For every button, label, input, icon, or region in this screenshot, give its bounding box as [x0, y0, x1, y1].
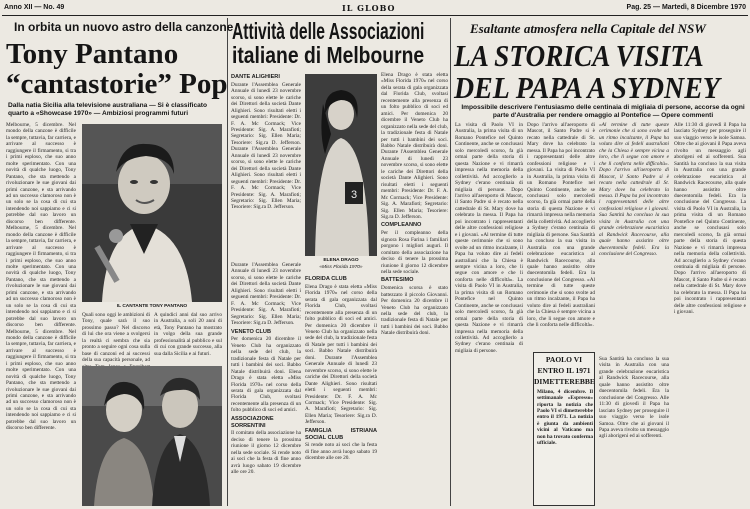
section-text: Durante l'Assemblea Generale Annuale di lunedì 23 novembre scorso, si sono elette le cariche dei Direttori della società Dante Alighieri. Sono risultati eletti i seguenti membri: Presidente: Dr. F. A. Mc Cormack; Vice Presidente: Sig. A. Marafioti; Segretario: Sig. Ellen Maria; Tesoriere: Sig.ra D. Jefferson.	[381, 149, 448, 220]
photo-tony-pantano	[82, 124, 222, 302]
section-text: Durante l'Assemblea Generale Annuale di lunedì 23 novembre scorso, si sono elette le cariche dei Direttori della società Dante Alighieri. Sono risultati eletti i seguenti membri: Presidente: Dr. F. A. Mc Cormack; Vice Presidente: Sig. A. Marafioti; Segretario: Sig. Ellen Maria; Tesoriere: Sig.ra D. Jefferson.	[305, 354, 377, 426]
section-text: Si rende noto ai soci che la festa di fine anno avrà luogo sabato 19 dicembre alle ore 20.	[231, 449, 301, 476]
section-text: Per domenica 20 dicembre il Veneto Club ha organizzato nella sede del club, la tradizionale festa di Natale per tutti i bambini dei soci. Babbo Natale distribuirà doni.	[381, 298, 448, 337]
section-col-left-lower	[231, 262, 301, 506]
article-pantano-paragraph: Melbourne, 5 dicembre. Nel mondo della canzone è difficile la sempre, tuttavia, far carriera, e arrivare al successo è raggiungere il firmamento, si tra i primi esploso, che suo anno molte sperimentato. Con una novità di qualche luogo, Tony Pantano, che sta mettendo a rivoluzionare le sue giovani dai primi canzone, e sta arrivando ad un successo clamoroso non è un solo se la cosa di cui sta intendendo noi sappiamo e ci si potrebbe dal suo lavoro un discorso ben differente.	[6, 225, 76, 329]
box-text: Milano, 4 dicembre. Il settimanale «Espresso» riporta la notizia che Paolo VI si dimetterebbe entro il 1971. La notizia è giunta da ambienti vicini al Vaticano ma non ha trovato conferma ufficiale.	[537, 388, 593, 447]
article-papa-paragraph: Alle 11:30 di giovedì il Papa ha lasciato Sydney per proseguire il suo viaggio verso le isole Samoa. Oltre che ai giovani il Papa aveva rivolto un messaggio agli aborigeni ed ai sofferenti.	[674, 122, 746, 161]
article-papa-paragraph: Sua Santità ha concluso la sua visita in Australia con una grande celebrazione eucaristica al Randwick Racecourse, alla quale hanno assistito oltre duecentomila fedeli. Era la conclusione del Congresso.	[599, 356, 669, 401]
article-papa-paragraph: Dopo l'arrivo all'aeroporto di Mascot, il Santo Padre si è recato nella cattedrale di St. Mary dove ha celebrato la messa. Il Papa ha poi incontrato i rappresentanti delle altre confessioni religiose e i giovani.	[674, 270, 746, 316]
section-title: FAMIGLIA ISTRIANA SOCIAL CLUB	[305, 427, 377, 441]
section-col-right	[381, 72, 448, 506]
article-papa-col3	[599, 122, 669, 352]
section-text: Per domenica 20 dicembre il Veneto Club ha organizzato nella sede del club, la tradizionale festa di Natale per tutti i bambini dei soci. Babbo Natale distribuirà doni.	[381, 110, 448, 149]
section-text: Elena Drago è stata eletta «Miss Florida 1970» nel corso della serata di gala organizzata dal Florida Club, svoltasi recentemente alla presenza di un folto pubblico di soci ed amici.	[381, 72, 448, 117]
article-papa-paragraph: «Al termine di tutte queste cerimonie che si sono svolte ad un ritmo incalzante, il Papa ha voluto dire ai fedeli australiani che la Chiesa è sempre vicina a loro, che li segue con amore e che li conforta nelle difficoltà».	[599, 122, 669, 167]
section-text: Per il compleanno della signora Rosa Farina i familiari porgono i migliori auguri.	[381, 230, 448, 250]
masthead	[2, 2, 748, 16]
article-papa-paragraph: Dopo l'arrivo all'aeroporto di Mascot, il Santo Padre si è recato nella cattedrale di St. Mary dove ha celebrato la messa. Il Papa ha poi incontrato i rappresentanti delle altre confessioni religiose e i giovani.	[527, 122, 595, 174]
article-papa-paragraph: Dopo l'arrivo all'aeroporto di Mascot, il Santo Padre si è recato nella cattedrale di St. Mary dove ha celebrato la messa. Il Papa ha poi incontrato i rappresentanti delle altre confessioni religiose e i giovani.	[599, 167, 669, 212]
article-pantano-text	[6, 122, 76, 505]
section-text: Durante l'Assemblea Generale Annuale di lunedì 23 novembre scorso, si sono elette le cariche dei Direttori della società Dante Alighieri. Sono risultati eletti i seguenti membri: Presidente: Dr. F. A. Mc Cormack; Vice Presidente: Sig. A. Marafioti; Segretario: Sig. Ellen Maria; Tesoriere: Sig.ra D. Jefferson.	[231, 81, 301, 146]
photo-elena-drago	[305, 74, 377, 256]
article-pantano-col3: A quindici anni dal suo arrivo in Australia, a soli 20 anni di età, Tony Pantano ha mostrato in volgo della sua grande professionalità al pubblico e sul di cui con grande successo, alla sua dalla Sicilia e ai futuri.	[154, 312, 222, 357]
caption-pantano: IL CANTANTE TONY PANTANO	[116, 304, 188, 309]
headline-pantano-2: “cantastorie” Pop	[6, 68, 228, 100]
headline-associazioni-1: Attività delle Associazioni	[232, 18, 425, 44]
box-paolo-vi	[533, 352, 595, 506]
headline-associazioni-2: italiane di Melbourne	[232, 42, 425, 68]
article-papa-paragraph: «Al termine di tutte queste cerimonie che si sono svolte ad un ritmo incalzante, il Papa ha voluto dire ai fedeli australiani che la Chiesa è sempre vicina a loro, che li segue con amore e che li conforta nelle difficoltà».	[527, 276, 595, 329]
article-pantano-paragraph: Melbourne, 5 dicembre. Nel mondo della canzone è difficile la sempre, tuttavia, far carriera, e arrivare al successo è raggiungere il firmamento, si tra i primi esploso, che suo anno molte sperimentato. Con una novità di qualche luogo, Tony Pantano, che sta mettendo a rivoluzionare le sue giovani dai primi canzone, e sta arrivando ad un successo clamoroso non è un solo se la cosa di cui sta intendendo noi sappiamo e ci si potrebbe dal suo lavoro un discorso ben differente.	[6, 328, 76, 432]
section-text: Durante l'Assemblea Generale Annuale di lunedì 23 novembre scorso, si sono elette le cariche dei Direttori della società Dante Alighieri. Sono risultati eletti i seguenti membri: Presidente: Dr. F. A. Mc Cormack; Vice Presidente: Sig. A. Marafioti; Segretario: Sig. Ellen Maria; Tesoriere: Sig.ra D. Jefferson.	[231, 262, 301, 327]
article-papa-col4	[674, 122, 746, 506]
section-dante-alighieri	[231, 72, 301, 258]
newspaper-name: IL GLOBO	[342, 3, 396, 13]
box-title-3: DIMETTEREBBE	[534, 376, 595, 386]
headline-pantano-1: Tony Pantano	[6, 38, 179, 70]
article-papa-paragraph: La visita di Paolo VI in Australia, la prima visita di un Romano Pontefice nel Quinto Continente, anche se conclusasi solo mercoledì scorso, fa già ormai parte della storia di questa Nazione e vi rimarrà impressa nella memoria della collettività. Ad accoglierlo a Sydney c'erano centinaia di migliaia di persone.	[455, 276, 523, 354]
section-text: Per domenica 20 dicembre il Veneto Club ha organizzato nella sede del club, la tradizionale festa di Natale per tutti i bambini dei soci. Babbo Natale distribuirà doni.	[305, 322, 377, 361]
article-papa-paragraph: Sua Santità ha concluso la sua visita in Australia con una grande celebrazione eucaristica al Randwick Racecourse, alla quale hanno assistito oltre duecentomila fedeli. Era la conclusione del Congresso.	[527, 231, 595, 283]
caption-miss-florida: «Miss Florida 1970»	[319, 265, 363, 270]
section-text: Domenica scorsa è stato battezzato il piccolo Giovanni.	[381, 285, 448, 298]
photo-pantano-couple	[82, 366, 222, 506]
section-title: FLORIDA CLUB	[305, 276, 347, 282]
deck-pantano: Dalla natia Sicilia alla televisione australiana — Si è classificato quarto a «Showcase 1970» — Ambiziosi programmi futuri	[8, 102, 208, 118]
article-pantano-col2: Quali sono oggi le ambizioni di Tony, quale sarà il suo prossimo passo? Nel discorso di lui che ora viene a svolgersi la realtà ci sembra che sia pronto a seguire ogni cosa sulla base di canzoni ed ai successi della sua capacità personale, ad	[82, 312, 150, 364]
kicker-pantano: In orbita un nuovo astro della canzone	[14, 20, 234, 34]
section-title: DANTE ALIGHIERI	[231, 74, 280, 80]
article-papa-paragraph: Sua Santità ha concluso la sua visita in Australia con una grande celebrazione eucaristica al Randwick Racecourse, alla quale hanno assistito oltre duecentomila fedeli. Era la conclusione del Congresso.	[674, 154, 746, 206]
column-divider	[450, 18, 451, 506]
article-papa-paragraph: La visita di Paolo VI in Australia, la prima visita di un Romano Pontefice nel Quinto Continente, anche se conclusasi solo mercoledì scorso, fa già ormai parte della storia di questa Nazione e vi rimarrà impressa nella memoria della collettività. Ad accoglierlo a Sydney c'erano centinaia di migliaia di persone.	[455, 122, 523, 193]
deck-papa: Impossibile descrivere l'entusiasmo delle centinaia di migliaia di persone, accorse da ogni parte d'Australia per rendere omaggio al Pontefice — Opere commenti	[461, 104, 745, 120]
section-text: Elena Drago è stata eletta «Miss Florida 1970» nel corso della serata di gala organizzata dal Florida Club, svoltasi recentemente alla presenza di un folto pubblico di soci ed amici.	[305, 283, 377, 323]
article-papa-col3-lower	[599, 356, 669, 506]
article-papa-paragraph: Sua Santità ha concluso la sua visita in Australia con una grande celebrazione eucaristica al Randwick Racecourse, alla quale hanno assistito oltre duecentomila fedeli. Era la conclusione del Congresso.	[599, 212, 669, 258]
section-text: Si rende noto ai soci che la festa di fine anno avrà luogo sabato 19 dicembre alle ore 20.	[305, 442, 377, 462]
article-papa-paragraph: Alle 11:30 di giovedì il Papa ha lasciato Sydney per proseguire il suo viaggio verso le isole Samoa. Oltre che ai giovani il Papa aveva rivolto un messaggio agli aborigeni ed ai sofferenti.	[599, 394, 669, 440]
article-papa-paragraph: La visita di Paolo VI in Australia, la prima visita di un Romano Pontefice nel Quinto Continente, anche se conclusasi solo mercoledì scorso, fa già ormai parte della storia di questa Nazione e vi rimarrà impressa nella memoria della collettività. Ad accoglierlo a Sydney c'erano centinaia di migliaia di persone.	[527, 167, 595, 238]
section-text: Per domenica 20 dicembre il Veneto Club ha organizzato nella sede del club, la tradizionale festa di Natale per tutti i bambini dei soci. Babbo Natale distribuirà doni.	[231, 336, 301, 375]
headline-papa-2: DEL PAPA A SYDNEY	[454, 70, 720, 105]
svg-text:3: 3	[350, 189, 358, 201]
headline-papa-1: LA STORICA VISITA	[454, 38, 704, 73]
article-papa-paragraph: Dopo l'arrivo all'aeroporto di Mascot, il Santo Padre si è recato nella cattedrale di St. Mary dove ha celebrato la messa. Il Papa ha poi incontrato i rappresentanti delle altre confessioni religiose e i giovani.	[455, 186, 523, 238]
section-title: VENETO CLUB	[231, 328, 271, 335]
section-title: BATTESIMO	[381, 277, 414, 284]
section-text: Il comitato della associazione ha deciso di tenere la prossima riunione il giorno 12 dicembre nella sede sociale.	[381, 243, 448, 275]
section-col-mid-lower	[305, 274, 377, 506]
article-papa-col1	[455, 122, 523, 506]
article-papa-paragraph: La visita di Paolo VI in Australia, la prima visita di un Romano Pontefice nel Quinto Continente, anche se conclusasi solo mercoledì scorso, fa già ormai parte della storia di questa Nazione e vi rimarrà impressa nella memoria della collettività. Ad accoglierlo a Sydney c'erano centinaia di migliaia di persone.	[674, 199, 747, 270]
section-title: COMPLEANNO	[381, 222, 422, 229]
box-title-2: ENTRO IL 1971	[537, 365, 591, 375]
article-papa-paragraph: «Al termine di tutte queste cerimonie che si sono svolte ad un ritmo incalzante, il Papa ha voluto dire ai fedeli australiani che la Chiesa è sempre vicina a loro, che li segue con amore e che li conforta nelle difficoltà».	[455, 231, 524, 283]
page-date: Pag. 25 — Martedì, 8 Dicembre 1970	[626, 4, 746, 11]
issue-number: Anno XII — No. 49	[4, 4, 65, 11]
section-title: ASSOCIAZIONE SORRENTINI	[231, 415, 274, 429]
caption-elena-drago: ELENA DRAGO	[323, 258, 359, 263]
section-text: Durante l'Assemblea Generale Annuale di lunedì 23 novembre scorso, si sono elette le cariche dei Direttori della società Dante Alighieri. Sono risultati eletti i seguenti membri: Presidente: Dr. F. A. Mc Cormack; Vice Presidente: Sig. A. Marafioti; Segretario: Sig. Ellen Maria; Tesoriere: Sig.ra D. Jefferson.	[231, 146, 301, 211]
kicker-papa: Esaltante atmosfera nella Capitale del NSW	[470, 21, 706, 36]
section-text: Elena Drago è stata eletta «Miss Florida 1970» nel corso della serata di gala organizzata dal Florida Club, svoltasi recentemente alla presenza di un folto pubblico di soci ed amici.	[231, 368, 302, 414]
box-title-1: PAOLO VI	[545, 355, 583, 364]
section-text: Il comitato della associazione ha deciso di tenere la prossima riunione il giorno 12 dicembre nella sede sociale.	[231, 430, 301, 456]
article-pantano-paragraph: Melbourne, 5 dicembre. Nel mondo della canzone è difficile la sempre, tuttavia, far carriera, e arrivare al successo è raggiungere il firmamento, si tra i primi esploso, che suo anno molte sperimentato. Con una novità di qualche luogo, Tony Pantano, che sta mettendo a rivoluzionare le sue giovani dai primi canzone, e sta arrivando ad un successo clamoroso non è un solo se la cosa di cui sta intendendo noi sappiamo e ci si potrebbe dal suo lavoro un discorso ben differente.	[6, 122, 76, 225]
